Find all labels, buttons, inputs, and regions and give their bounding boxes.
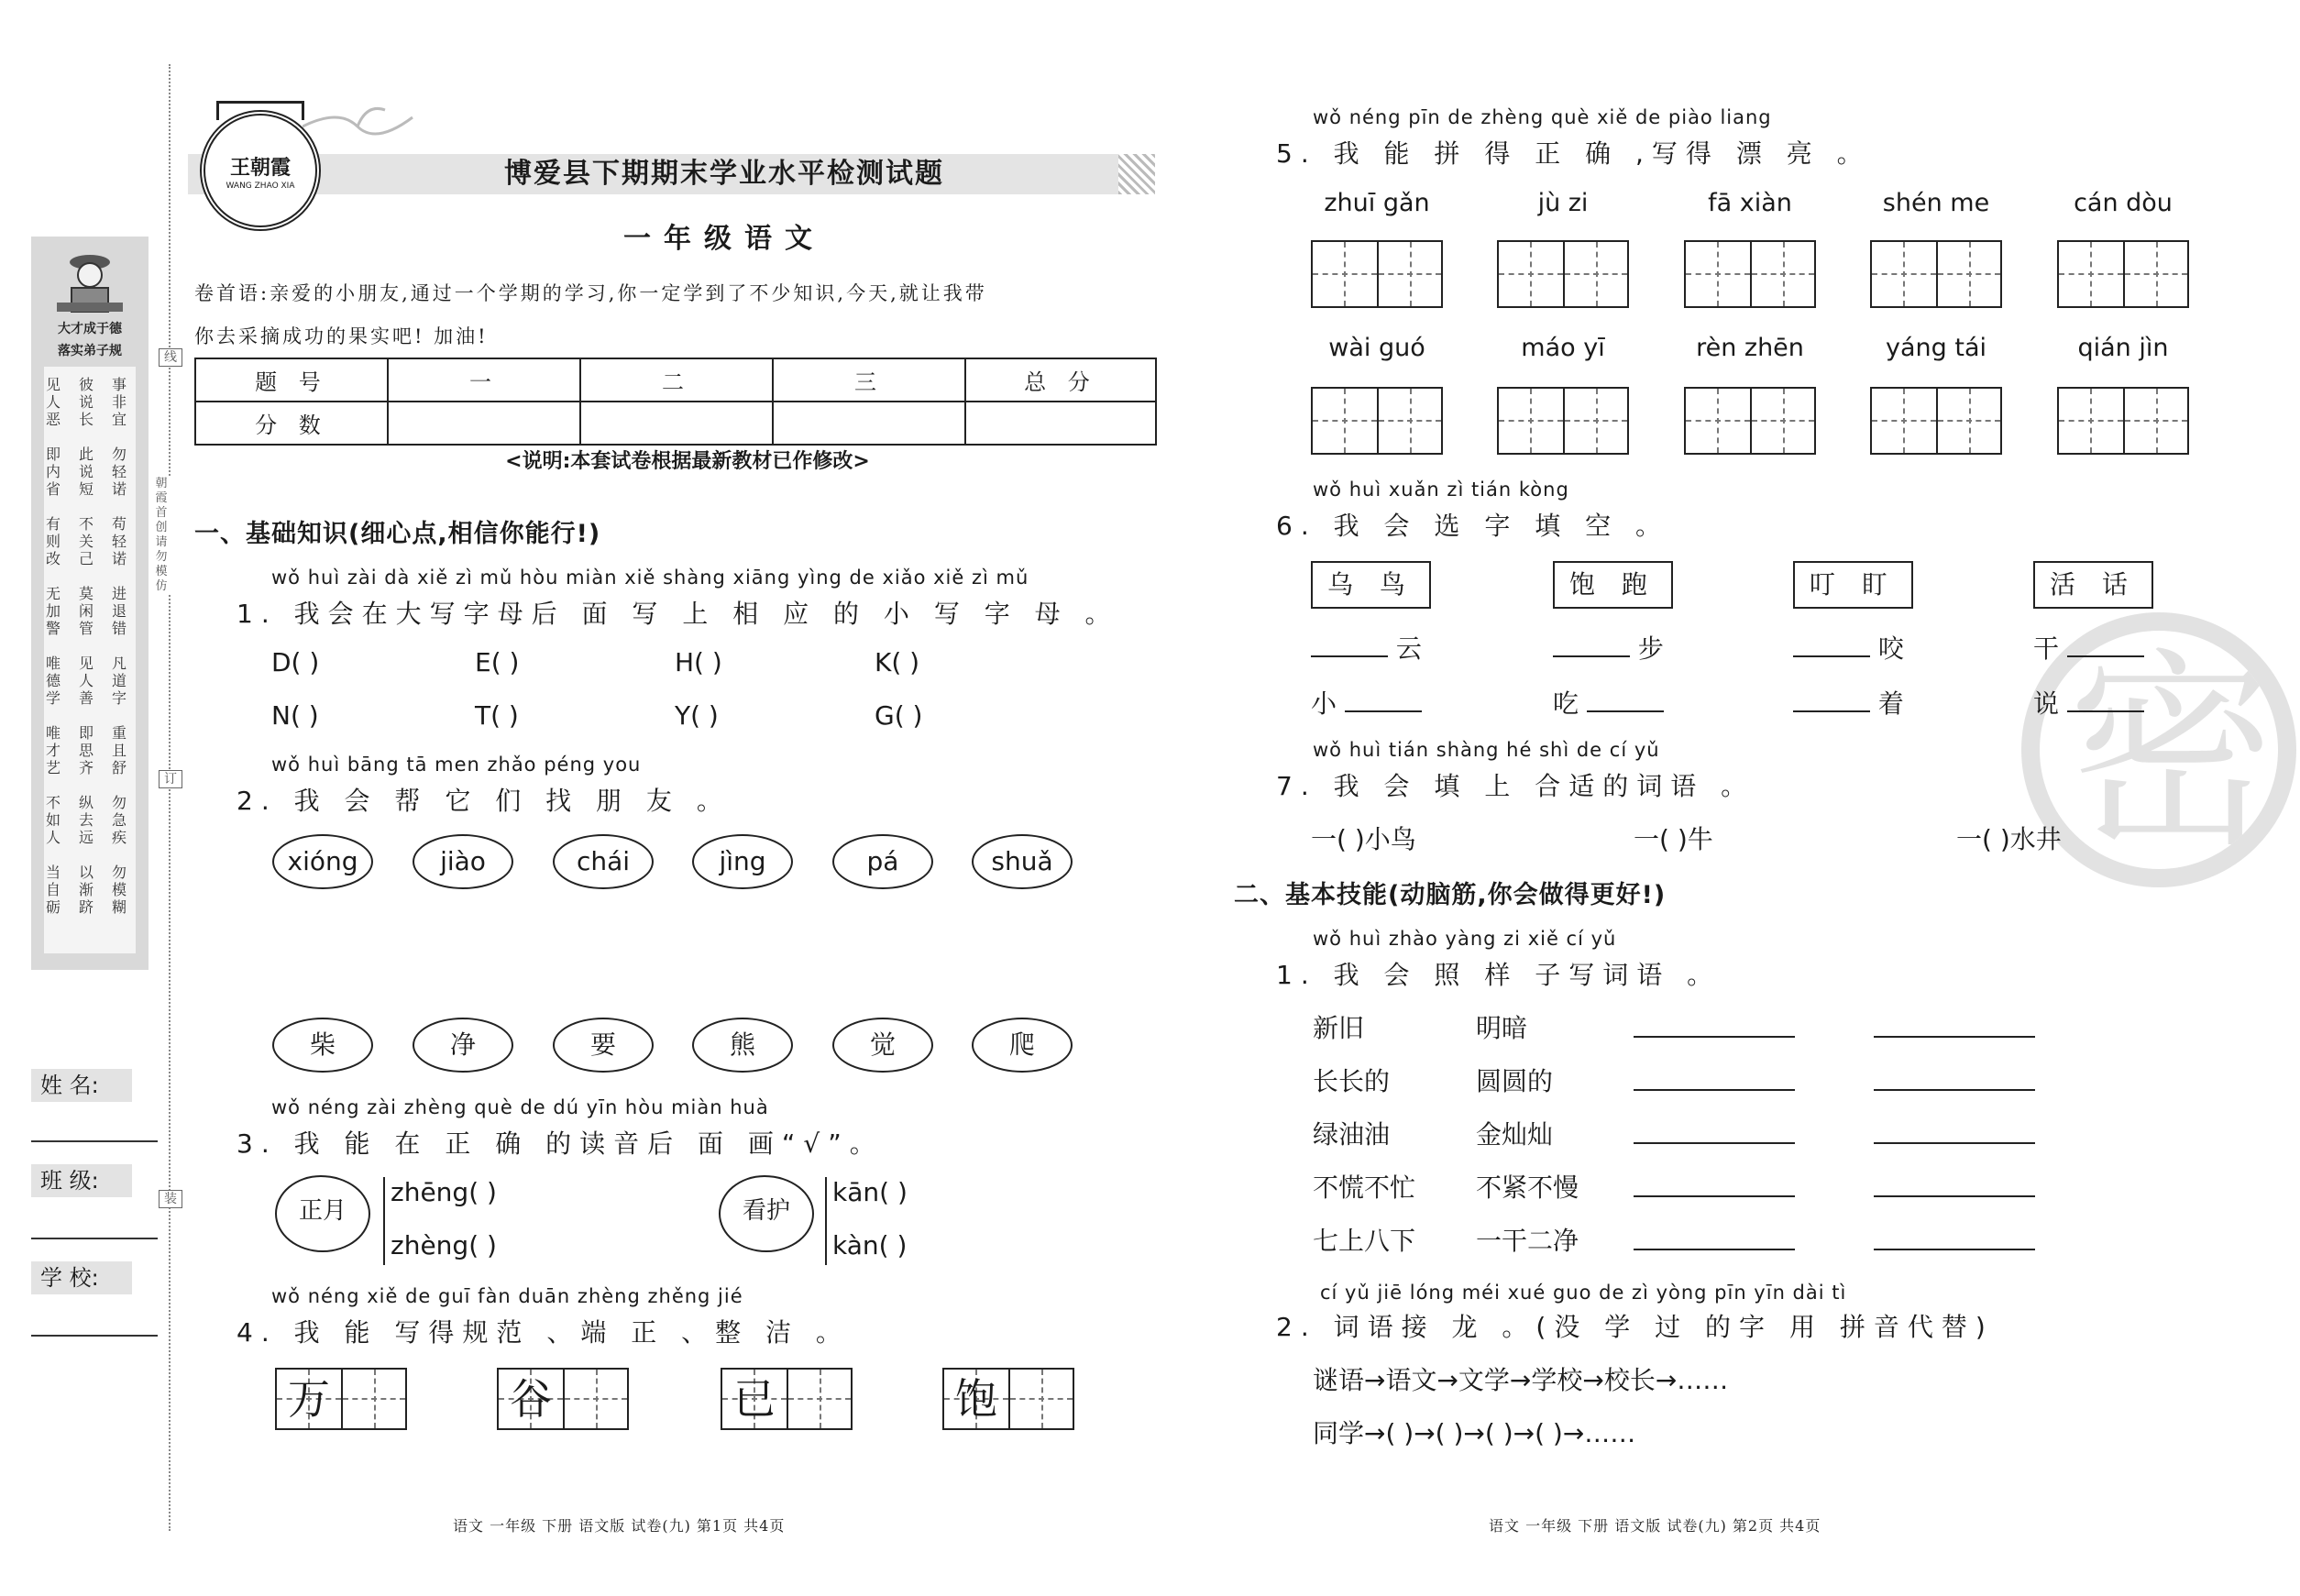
example-word: 长长的: [1313, 1066, 1391, 1096]
example-word: 一干二净: [1476, 1226, 1579, 1256]
table-cell: 题 号: [195, 358, 388, 402]
pinyin-word: shén me: [1882, 189, 1990, 217]
score-cell[interactable]: [773, 402, 965, 445]
section-heading: 一、基础知识(细心点,相信你能行!): [194, 520, 601, 548]
letter-blank[interactable]: K( ): [875, 647, 920, 677]
score-cell[interactable]: [965, 402, 1156, 445]
model-char: 已: [733, 1374, 776, 1424]
question-6: 6. 我 会 选 字 填 空 。: [1276, 511, 1670, 541]
pinyin-word: jù zi: [1537, 189, 1589, 217]
char-oval[interactable]: 要: [553, 1018, 654, 1073]
example-word: 金灿灿: [1476, 1119, 1554, 1150]
grid-cell: [277, 1370, 341, 1428]
logo-text: 王朝霞: [229, 156, 291, 180]
seam-mark: 线: [159, 348, 182, 367]
reading-option[interactable]: kàn( ): [832, 1230, 908, 1260]
question-2: 2. 我 会 帮 它 们 找 朋 友 。: [237, 786, 731, 816]
page-footer: 语文 一年级 下册 语文版 试卷(九) 第2页 共4页: [1489, 1517, 1821, 1535]
char-option-box: 饱 跑: [1553, 561, 1673, 609]
grid-cell: [722, 1370, 787, 1428]
class-label: 班 级:: [31, 1164, 132, 1197]
fill-blank[interactable]: 着: [1793, 684, 1904, 721]
page-footer: 语文 一年级 下册 语文版 试卷(九) 第1页 共4页: [453, 1517, 786, 1535]
question-4: 4. 我 能 写得规范 、端 正 、整 洁 。: [237, 1317, 850, 1348]
brand-logo: [200, 110, 321, 231]
writing-grid[interactable]: [2057, 240, 2189, 308]
example-word: 不慌不忙: [1313, 1172, 1416, 1203]
tian-grid: [497, 1368, 629, 1430]
question-7: 7. 我 会 填 上 合适的词语 。: [1276, 771, 1755, 801]
pinyin-line: wǒ huì zài dà xiě zì mǔ hòu miàn xiě shàng xiāng yìng de xiǎo xiě zì mǔ: [271, 567, 1029, 589]
pinyin-line: wǒ huì bāng tā men zhǎo péng you: [271, 754, 642, 776]
char-oval[interactable]: 熊: [692, 1018, 793, 1073]
motto-phrase: 落实弟子规: [58, 344, 122, 358]
pinyin-line: wǒ néng pīn de zhèng què xiě de piào liang: [1313, 106, 1772, 128]
pinyin-word: wài guó: [1328, 334, 1425, 362]
answer-line[interactable]: [1634, 1089, 1795, 1091]
question-5: 5. 我 能 拼 得 正 确 ,写得 漂 亮 。: [1276, 138, 1871, 169]
writing-grid[interactable]: [2057, 387, 2189, 455]
name-field[interactable]: [31, 1140, 158, 1142]
name-label: 姓 名:: [31, 1069, 132, 1102]
score-cell[interactable]: [388, 402, 580, 445]
logo-subtext: WANG ZHAO XIA: [226, 182, 295, 191]
score-cell[interactable]: [580, 402, 773, 445]
pinyin-oval[interactable]: shuǎ: [972, 834, 1073, 889]
pinyin-word: yáng tái: [1886, 334, 1986, 362]
fill-blank[interactable]: 说: [2033, 684, 2144, 721]
example-word: 七上八下: [1313, 1226, 1416, 1256]
title-ornament: [1118, 154, 1155, 194]
writing-grid[interactable]: [1497, 387, 1629, 455]
example-word: 新旧: [1313, 1013, 1365, 1043]
pinyin-line: wǒ huì xuǎn zì tián kòng: [1313, 479, 1569, 501]
motto-panel: [31, 237, 149, 970]
pinyin-line: wǒ néng xiě de guī fàn duān zhèng zhěng jié: [271, 1285, 743, 1307]
motto-phrase: 大才成于德: [58, 322, 122, 336]
class-field[interactable]: [31, 1238, 158, 1239]
example-word: 不紧不慢: [1476, 1172, 1579, 1203]
char-option-box: 活 话: [2033, 561, 2153, 609]
motto-text: [44, 367, 136, 953]
writing-grid[interactable]: [1311, 240, 1443, 308]
pinyin-line: cí yǔ jiē lóng méi xué guo de zì yòng pīn yīn dài tì: [1320, 1282, 1847, 1304]
answer-line[interactable]: [1874, 1089, 2035, 1091]
grid-cell[interactable]: [341, 1370, 405, 1428]
answer-line[interactable]: [1874, 1195, 2035, 1197]
pinyin-oval[interactable]: jìng: [692, 834, 793, 889]
exam-title: 博爱县下期期末学业水平检测试题: [504, 158, 944, 190]
tian-grid: [721, 1368, 853, 1430]
score-table: [194, 358, 1157, 446]
letter-blank[interactable]: D( ): [271, 647, 320, 677]
word-chain-example: 谜语→语文→文学→学校→校长→……: [1313, 1365, 1729, 1395]
writing-grid[interactable]: [1684, 240, 1816, 308]
intro-text: 你去采摘成功的果实吧! 加油!: [194, 325, 489, 347]
revision-note: <说明:本套试卷根据最新教材已作修改>: [505, 450, 870, 473]
motto-column: 彼说长 此说短 不关己 莫闲管 见人善 即思齐 纵去远 以渐跻: [79, 376, 94, 916]
intro-text: 卷首语:亲爱的小朋友,通过一个学期的学习,你一定学到了不少知识,今天,就让我带: [194, 282, 987, 304]
pinyin-oval[interactable]: xióng: [272, 834, 373, 889]
writing-grid[interactable]: [1497, 240, 1629, 308]
s2-question-1: 1. 我 会 照 样 子写词语 。: [1276, 960, 1722, 990]
school-field[interactable]: [31, 1335, 158, 1337]
word-chain-task[interactable]: 同学→( )→( )→( )→( )→……: [1313, 1418, 1636, 1448]
score-table-header: [195, 358, 1156, 402]
binding-sidebar: [0, 0, 183, 1596]
bracket-line: [825, 1177, 827, 1265]
pinyin-word: qián jìn: [2077, 334, 2169, 362]
answer-line[interactable]: [1634, 1036, 1795, 1038]
grid-cell: [944, 1370, 1008, 1428]
pinyin-word: rèn zhēn: [1696, 334, 1804, 362]
fill-blank[interactable]: 小: [1311, 684, 1422, 721]
answer-line[interactable]: [1874, 1036, 2035, 1038]
pinyin-line: wǒ huì zhào yàng zi xiě cí yǔ: [1313, 928, 1617, 950]
model-char: 万: [288, 1374, 330, 1424]
measure-word-blank[interactable]: 一( )小鸟: [1311, 824, 1416, 854]
pinyin-line: wǒ néng zài zhèng què de dú yīn hòu miàn huà: [271, 1096, 769, 1118]
school-label: 学 校:: [31, 1261, 132, 1294]
s2-question-2: 2. 词语接 龙 。(没 学 过 的字 用 拼音代替): [1276, 1312, 1994, 1342]
letter-blank[interactable]: N( ): [271, 700, 319, 731]
grid-cell[interactable]: [1008, 1370, 1073, 1428]
example-word: 圆圆的: [1476, 1066, 1554, 1096]
fill-blank[interactable]: 咬: [1793, 629, 1904, 666]
model-char: 谷: [510, 1374, 552, 1424]
char-oval[interactable]: 柴: [272, 1018, 373, 1073]
table-cell: 二: [580, 358, 773, 402]
motto-column: 见人恶 即内省 有则改 无加警 唯德学 唯才艺 不如人 当自砺: [46, 376, 61, 916]
exam-subtitle: 一年级语文: [623, 223, 825, 255]
fill-blank[interactable]: 干: [2033, 629, 2144, 666]
writing-grid[interactable]: [1684, 387, 1816, 455]
answer-line[interactable]: [1634, 1249, 1795, 1250]
question-1: 1. 我会在大写字母后 面 写 上 相 应 的 小 写 字 母 。: [237, 599, 1119, 629]
example-word: 绿油油: [1313, 1119, 1391, 1150]
letter-blank[interactable]: H( ): [675, 647, 722, 677]
pinyin-word: máo yī: [1521, 334, 1605, 362]
seam-mark: 装: [159, 1190, 182, 1208]
table-cell: 总 分: [965, 358, 1156, 402]
tian-grid: [942, 1368, 1074, 1430]
letter-blank[interactable]: Y( ): [675, 700, 719, 731]
word-cloud: 正月: [275, 1175, 370, 1252]
tian-grid: [275, 1368, 407, 1430]
table-cell: 三: [773, 358, 965, 402]
table-cell: 分 数: [195, 402, 388, 445]
fill-blank[interactable]: 步: [1553, 629, 1664, 666]
bracket-line: [383, 1177, 385, 1265]
question-3: 3. 我 能 在 正 确 的读音后 面 画“√”。: [237, 1128, 884, 1159]
writing-grid[interactable]: [1870, 240, 2002, 308]
pinyin-oval[interactable]: chái: [553, 834, 654, 889]
pinyin-line: wǒ huì tián shàng hé shì de cí yǔ: [1313, 739, 1660, 761]
scholar-illustration: [53, 248, 127, 317]
answer-line[interactable]: [1634, 1142, 1795, 1144]
model-char: 饱: [955, 1374, 997, 1424]
writing-grid[interactable]: [1311, 387, 1443, 455]
grid-cell: [499, 1370, 563, 1428]
letter-blank[interactable]: T( ): [475, 700, 519, 731]
cut-line: [169, 64, 171, 1531]
grid-cell[interactable]: [563, 1370, 627, 1428]
reading-option[interactable]: zhèng( ): [391, 1230, 497, 1260]
char-option-box: 乌 鸟: [1311, 561, 1431, 609]
grid-cell[interactable]: [787, 1370, 851, 1428]
answer-line[interactable]: [1874, 1249, 2035, 1250]
word-cloud: 看护: [719, 1175, 814, 1252]
seam-mark: 订: [159, 770, 182, 788]
reading-option[interactable]: zhēng( ): [391, 1177, 497, 1207]
writing-grid[interactable]: [1870, 387, 2002, 455]
pinyin-oval[interactable]: jiào: [413, 834, 513, 889]
letter-blank[interactable]: E( ): [475, 647, 520, 677]
measure-word-blank[interactable]: 一( )牛: [1634, 824, 1713, 854]
pinyin-word: cán dòu: [2074, 189, 2173, 217]
char-oval[interactable]: 觉: [832, 1018, 933, 1073]
pinyin-word: zhuī gǎn: [1324, 189, 1430, 217]
letter-blank[interactable]: G( ): [875, 700, 923, 731]
watermark-char: 密: [2067, 632, 2279, 876]
measure-word-blank[interactable]: 一( )水井: [1956, 824, 2062, 854]
motto-column: 事非宜 勿轻诺 苟轻诺 进退错 凡道字 重且舒 勿急疾 勿模糊: [112, 376, 127, 916]
copyright-note: 朝霞首创 请勿模仿: [152, 477, 171, 594]
char-oval[interactable]: 爬: [972, 1018, 1073, 1073]
char-option-box: 叮 盯: [1793, 561, 1913, 609]
reading-option[interactable]: kān( ): [832, 1177, 908, 1207]
answer-line[interactable]: [1634, 1195, 1795, 1197]
answer-line[interactable]: [1874, 1142, 2035, 1144]
pinyin-oval[interactable]: pá: [832, 834, 933, 889]
section-heading: 二、基本技能(动脑筋,你会做得更好!): [1234, 881, 1667, 909]
pinyin-word: fā xiàn: [1708, 189, 1792, 217]
example-word: 明暗: [1476, 1013, 1528, 1043]
fill-blank[interactable]: 吃: [1553, 684, 1664, 721]
score-table-row: [195, 402, 1156, 445]
table-cell: 一: [388, 358, 580, 402]
char-oval[interactable]: 净: [413, 1018, 513, 1073]
fill-blank[interactable]: 云: [1311, 629, 1422, 666]
